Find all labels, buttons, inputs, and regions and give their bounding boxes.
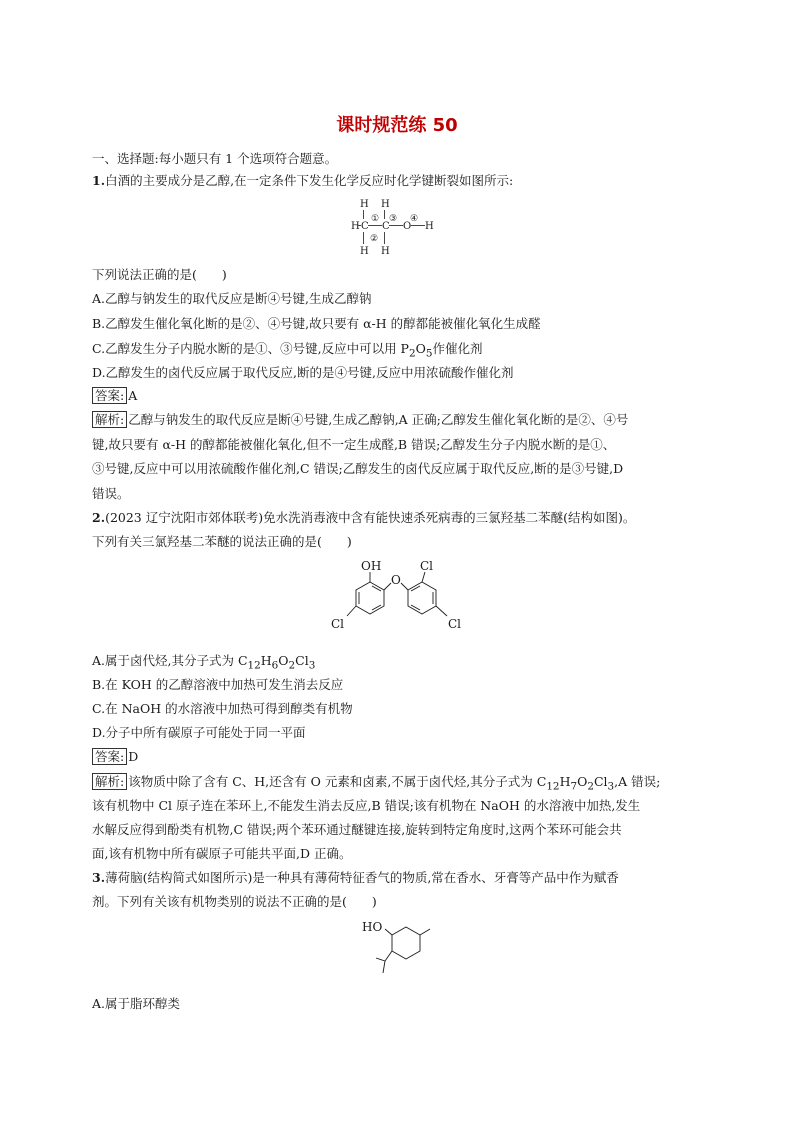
- q1-o: O: [403, 221, 412, 232]
- q1-answer: 答案: A: [92, 387, 137, 405]
- q1-bond-2: ②: [370, 234, 379, 244]
- q3-number: 3.: [92, 870, 106, 885]
- q2-ether-o-label: O: [391, 573, 401, 587]
- q1-h-left: H: [351, 221, 360, 232]
- q1-option-b: B.乙醇发生催化氧化断的是②、④号键,故只要有 α-H 的醇都能被催化氧化生成醛: [92, 316, 541, 331]
- q1-h-right: H: [425, 221, 434, 232]
- q2-analysis-line2: 该有机物中 Cl 原子连在苯环上,不能发生消去反应,B 错误;该有机物在 NaOH 的水溶液中加热,发生: [92, 798, 641, 813]
- q2-answer: 答案: D: [92, 748, 138, 766]
- q2-cl-label-right: Cl: [448, 617, 462, 631]
- q1-h-bot1: H: [360, 246, 369, 257]
- q1-bond-1: ①: [371, 214, 380, 224]
- q1-analysis-line1: 解析: 乙醇与钠发生的取代反应是断④号键,生成乙醇钠,A 正确;乙醇发生催化氧化断的是②、④号: [92, 411, 628, 429]
- q1-analysis-line2: 键,故只要有 α-H 的醇都能被催化氧化,但不一定生成醛,B 错误;乙醇发生分子内脱水断的是①、: [92, 437, 616, 452]
- q3-option-a: A.属于脂环醇类: [92, 996, 181, 1011]
- page-title: 课时规范练 50: [336, 115, 458, 136]
- q2-option-c: C.在 NaOH 的水溶液中加热可得到醇类有机物: [92, 701, 353, 716]
- q1-c2: C: [382, 221, 390, 232]
- q1-h-top1: H: [360, 199, 369, 210]
- q2-stem-line2: 下列有关三氯羟基二苯醚的说法正确的是( ): [92, 534, 352, 549]
- q1-bond-3: ③: [389, 214, 398, 224]
- q1-prompt: 下列说法正确的是( ): [92, 267, 227, 282]
- q1-c1: C: [361, 221, 369, 232]
- q1-stem: 1.白酒的主要成分是乙醇,在一定条件下发生化学反应时化学键断裂如图所示:: [92, 173, 514, 188]
- q1-analysis-line3: ③号键,反应中可以用浓硫酸作催化剂,C 错误;乙醇发生的卤代反应属于取代反应,断的是③号键,D: [92, 461, 624, 476]
- triclosan-structure-diagram: [325, 558, 475, 644]
- q1-analysis-line4: 错误。: [92, 486, 130, 501]
- q2-oh-label: OH: [361, 559, 382, 573]
- ethanol-structure-diagram: [345, 197, 455, 259]
- q2-option-a: A.属于卤代烃,其分子式为 $C_{12}H_6O_2Cl_3$: [92, 653, 316, 672]
- q2-analysis-line4: 面,该有机物中所有碳原子可能共平面,D 正确。: [92, 846, 352, 861]
- q3-stem-line2: 剂。下列有关该有机物类别的说法不正确的是( ): [92, 894, 377, 909]
- menthol-structure-diagram: [360, 915, 440, 980]
- q1-option-c: C.乙醇发生分子内脱水断的是①、③号键,反应中可以用 $P_2O_5$作催化剂: [92, 341, 483, 360]
- analysis-label: 解析:: [92, 411, 127, 428]
- q3-ho-label: HO: [362, 920, 383, 934]
- q2-stem: 2.(2023 辽宁沈阳市郊体联考)免水洗消毒液中含有能快速杀死病毒的三氯羟基二苯醚(结构如图)。: [92, 510, 636, 525]
- q2-analysis-line3: 水解反应得到酚类有机物,C 错误;两个苯环通过醚键连接,旋转到特定角度时,这两个苯环可能会共: [92, 822, 622, 837]
- analysis-label: 解析:: [92, 773, 127, 790]
- section-heading: 一、选择题:每小题只有 1 个选项符合题意。: [92, 151, 338, 166]
- q1-number: 1.: [92, 173, 106, 188]
- q1-option-d: D.乙醇发生的卤代反应属于取代反应,断的是④号键,反应中用浓硫酸作催化剂: [92, 365, 514, 380]
- q1-bond-4: ④: [410, 214, 419, 224]
- q1-option-a: A.乙醇与钠发生的取代反应是断④号键,生成乙醇钠: [92, 291, 372, 306]
- q2-analysis-line1: 解析: 该物质中除了含有 C、H,还含有 O 元素和卤素,不属于卤代烃,其分子式为 $C_{12}H_7O_2Cl_3,A$ 错误;: [92, 773, 660, 796]
- q1-h-bot2: H: [381, 246, 390, 257]
- q1-h-top2: H: [381, 199, 390, 210]
- q2-option-d: D.分子中所有碳原子可能处于同一平面: [92, 725, 306, 740]
- q3-stem: 3.薄荷脑(结构简式如图所示)是一种具有薄荷特征香气的物质,常在香水、牙膏等产品中作为赋香: [92, 870, 619, 885]
- answer-label: 答案:: [92, 748, 127, 765]
- q2-cl-label-left: Cl: [331, 617, 345, 631]
- q2-cl-label-top: Cl: [420, 559, 434, 573]
- q2-number: 2.: [92, 510, 106, 525]
- q2-option-b: B.在 KOH 的乙醇溶液中加热可发生消去反应: [92, 677, 344, 692]
- answer-label: 答案:: [92, 387, 127, 404]
